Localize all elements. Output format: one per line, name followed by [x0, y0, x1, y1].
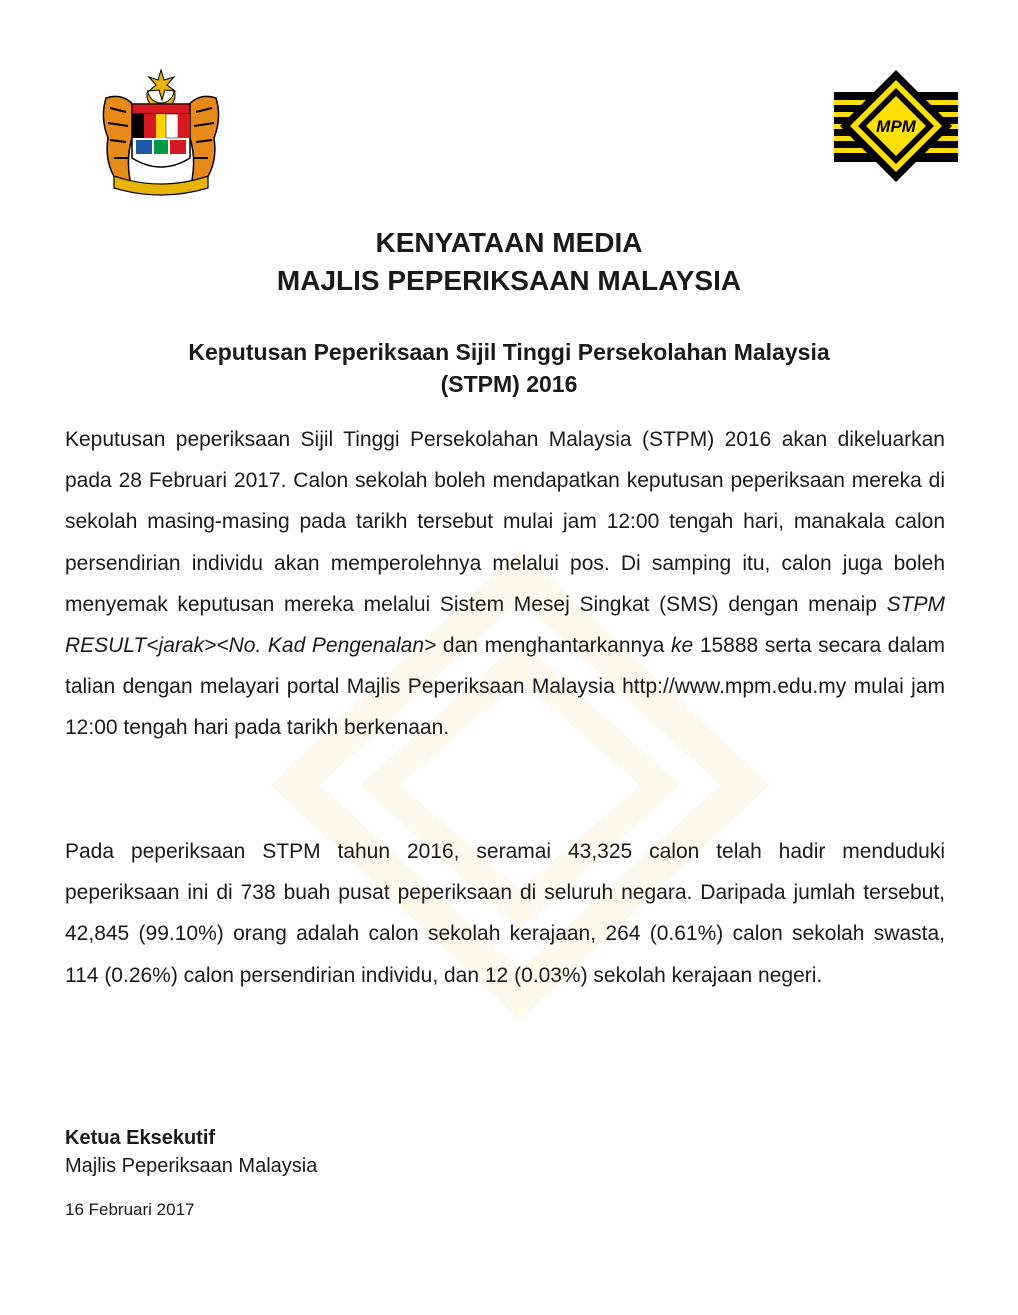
signature-organization: Majlis Peperiksaan Malaysia: [65, 1155, 318, 1177]
subtitle-line-2: (STPM) 2016: [440, 371, 578, 397]
page-title: [0, 224, 1018, 300]
mpm-logo-text: MPM: [876, 117, 916, 136]
paragraph-1-ke: ke: [671, 634, 694, 658]
title-line-2: MAJLIS PEPERIKSAAN MALAYSIA: [276, 265, 742, 296]
malaysia-coat-of-arms-icon: [96, 68, 226, 196]
signature-title: Ketua Eksekutif: [65, 1127, 216, 1149]
title-line-1: KENYATAAN MEDIA: [375, 227, 643, 258]
subtitle-line-1: Keputusan Peperiksaan Sijil Tinggi Persekolahan Malaysia: [188, 339, 830, 365]
subtitle: [0, 336, 1018, 400]
sms-format-text: STPM RESULT<jarak><No. Kad Pengenalan>: [65, 592, 945, 658]
paragraph-1-text-c: 15888 serta secara dalam talian dengan melayari portal Majlis Peperiksaan Malaysia http://www.mpm.edu.my mulai jam 12:00 tengah hari pada tarikh berkenaan.: [65, 634, 946, 740]
paragraph-statistics: Pada peperiksaan STPM tahun 2016, seramai 43,325 calon telah hadir menduduki peperiksaan ini di 738 buah pusat peperiksaan di seluruh negara. Daripada jumlah tersebut, 42,845 (99.10%) orang adalah calon sekolah kerajaan, 264 (0.61%) calon sekolah swasta, 114 (0.26%) calon persendirian individu, dan 12 (0.03%) sekolah kerajaan negeri.: [65, 840, 945, 987]
paragraph-1-text-b: dan menghantarkannya: [436, 634, 671, 658]
document-date: 16 Februari 2017: [65, 1200, 195, 1219]
mpm-logo-icon: [834, 70, 958, 182]
paragraph-1-text-a: Keputusan peperiksaan Sijil Tinggi Persekolahan Malaysia (STPM) 2016 akan dikeluarkan pada 28 Februari 2017. Calon sekolah boleh mendapatkan keputusan peperiksaan mereka di sekolah masing-masing pada tarikh tersebut mulai jam 12:00 tengah hari, manakala calon persendirian individu akan memperolehnya melalui pos. Di samping itu, calon juga boleh menyemak keputusan mereka melalui Sistem Mesej Singkat (SMS) dengan menaip: [65, 428, 945, 616]
paragraph-release-info: [65, 419, 945, 749]
